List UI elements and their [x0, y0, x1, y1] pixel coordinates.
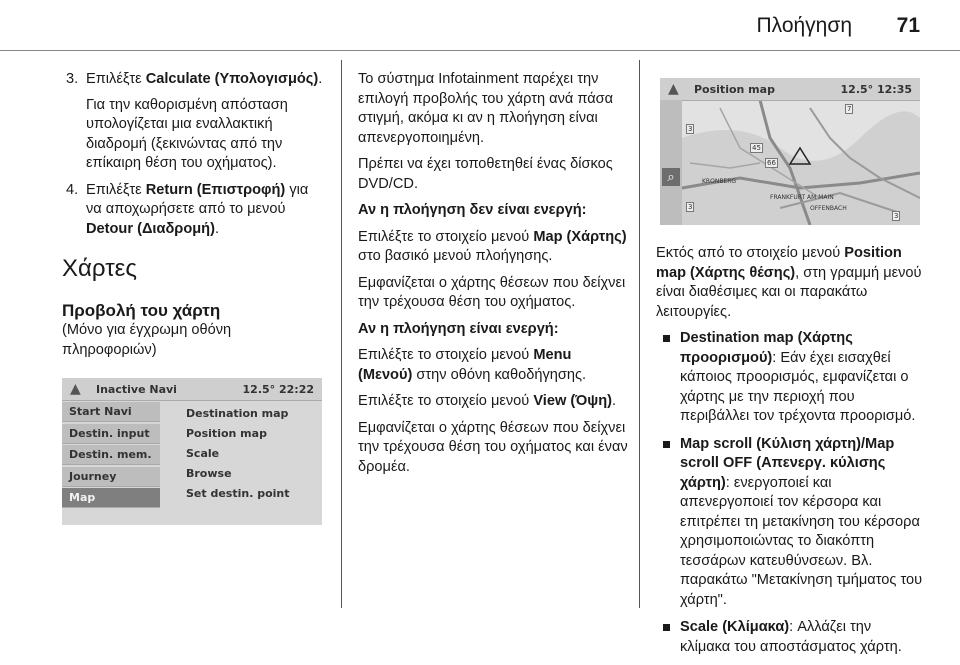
screen-status-bar — [62, 378, 322, 401]
menu-item-destin-input: Destin. input — [62, 424, 160, 444]
column-divider-2 — [639, 60, 640, 608]
screen-status: 12.5° 22:22 — [242, 383, 314, 396]
menu-option-position-map: Position map (Χάρτης θέσης) — [656, 245, 902, 281]
submenu-item-scale: Scale — [186, 447, 220, 460]
step-3: 3. Επιλέξτε Calculate (Υπολογισμός). Για την καθορισμένη απόσταση υπολογίζεται μια εναλλακτική διαδρομή (ξεκινώντας από την επίκαιρη θέση του οχήματος). — [62, 70, 327, 174]
road-number: 3 — [688, 203, 693, 211]
page-title: Πλοήγηση — [756, 14, 852, 37]
menu-option-map: Map (Χάρτης) — [533, 228, 627, 245]
position-map-screenshot — [660, 78, 920, 225]
menu-item-destin-mem: Destin. mem. — [62, 445, 160, 465]
road-number: 66 — [767, 159, 776, 167]
zoom-icon: ⌕ — [662, 168, 680, 186]
inline-heading-active: Αν η πλοήγηση είναι ενεργή: — [358, 320, 559, 337]
submenu-item-position-map: Position map — [186, 427, 267, 440]
bullet-square-icon — [663, 441, 670, 448]
screen-title: Inactive Navi — [96, 383, 177, 396]
paragraph: Εμφανίζεται ο χάρτης θέσεων που δείχνει την τρέχουσα θέση του οχήματος και έναν δρομέα. — [358, 419, 628, 475]
screen-status-bar — [660, 78, 920, 101]
column-1 — [62, 70, 327, 367]
submenu-item-destination-map: Destination map — [186, 407, 289, 420]
menu-item-start-navi: Start Navi — [62, 402, 160, 422]
page-header — [0, 0, 960, 48]
bullet-square-icon — [663, 335, 670, 342]
menu-option-return: Return (Επιστροφή) — [145, 181, 286, 198]
road-number: 7 — [847, 105, 852, 113]
column-divider-1 — [341, 60, 342, 608]
bullet-destination-map: Destination map (Χάρτης προορισμού): Εάν έχει εισαχθεί κάποιος προορισμός, εμφανίζεται ο χάρτης με την περιοχή που περιβάλλει τον τρέχοντα προορισμό. — [656, 329, 924, 427]
submenu-item-browse: Browse — [186, 467, 232, 480]
menu-option-menu: Menu (Μενού) — [358, 347, 572, 383]
column-3: Εκτός από το στοιχείο μενού Position map (Χάρτης θέσης), στη γραμμή μενού είναι διαθέσιμες και οι παρακάτω λειτουργίες. Destination map (Χάρτης προορισμού): Εάν έχει εισαχθεί κάποιος προορισμός, εμφανίζεται ο χάρτης με την περιοχή που περιβάλλει τον τρέχοντα προορισμό. Map scroll (Κύλιση χάρτη)/Map scroll OFF (Απενεργ. κύλισης χάρτη): ενεργοποιεί και απενεργοποιεί τον κέρσορα και επιτρέπει τη μετακίνηση του κέρσορα χρησιμοποιώντας το διακόπτη τεσσάρων κατευθύνσεων. Βλ. παρακάτω "Μετακίνηση τμήματος του χάρτη". Scale (Κλίμακα): Αλλάζει την κλίμακα του αποστάσματος χάρτη. — [656, 244, 924, 665]
warning-triangle-icon: ▲ — [70, 381, 81, 397]
road-number: 3 — [688, 125, 693, 133]
nav-submenu — [186, 404, 290, 504]
screen-title: Position map — [694, 83, 775, 96]
bullet-scale: Scale (Κλίμακα): Αλλάζει την κλίμακα του αποστάσματος χάρτη. — [656, 618, 924, 657]
menu-item-journey: Journey — [62, 467, 160, 487]
column-2: Το σύστημα Infotainment παρέχει την επιλογή προβολής του χάρτη ανά πάσα στιγμή, ακόμα κι αν η πλοήγηση είναι απενεργοποιημένη. Πρέπει να έχει τοποθετηθεί ένας δίσκος DVD/CD. Αν η πλοήγηση δεν είναι ενεργή: Επιλέξτε το στοιχείο μενού Map (Χάρτης) στο βασικό μενού πλοήγησης. Εμφανίζεται ο χάρτης θέσεων που δείχνει την τρέχουσα θέση του οχήματος. Αν η πλοήγηση είναι ενεργή: Επιλέξτε το στοιχείο μενού Menu (Μενού) στην οθόνη καθοδήγησης. Επιλέξτε το στοιχείο μενού View (Όψη). Εμφανίζεται ο χάρτης θέσεων που δείχνει την τρέχουσα θέση του οχήματος και έναν δρομέα. — [358, 70, 628, 484]
step-description: Για την καθορισμένη απόσταση υπολογίζεται μια εναλλακτική διαδρομή (ξεκινώντας από την επίκαιρη θέση του οχήματος). — [86, 96, 288, 171]
bullet-map-scroll: Map scroll (Κύλιση χάρτη)/Map scroll OFF (Απενεργ. κύλισης χάρτη): ενεργοποιεί και απενεργοποιεί τον κέρσορα και επιτρέπει τη μετακίνηση του κέρσορα χρησιμοποιώντας το διακόπτη τεσσάρων κατευθύνσεων. Βλ. παρακάτω "Μετακίνηση τμήματος του χάρτη". — [656, 435, 924, 611]
screen-status: 12.5° 12:35 — [840, 83, 912, 96]
paragraph: Το σύστημα Infotainment παρέχει την επιλογή προβολής του χάρτη ανά πάσα στιγμή, ακόμα κι αν η πλοήγηση είναι απενεργοποιημένη. — [358, 71, 614, 146]
section-heading: Χάρτες — [62, 255, 137, 282]
submenu-item-set-destin-point: Set destin. point — [186, 487, 290, 500]
paragraph: Εμφανίζεται ο χάρτης θέσεων που δείχνει την τρέχουσα θέση του οχήματος. — [358, 274, 626, 310]
paragraph: Πρέπει να έχει τοποθετηθεί ένας δίσκος DVD/CD. — [358, 156, 613, 192]
menu-option-calculate: Calculate (Υπολογισμός) — [145, 71, 319, 87]
map-label: KRONBERG — [702, 178, 737, 185]
step-4: 4. Επιλέξτε Return (Επιστροφή) για να αποχωρήσετε από το μενού Detour (Διαδρομή). — [66, 181, 309, 237]
navigation-menu-screenshot — [62, 378, 322, 525]
road-number: 3 — [894, 212, 899, 220]
nav-main-menu — [62, 402, 160, 510]
map-label: FRANKFURT AM MAIN — [770, 194, 834, 201]
page-number: 71 — [896, 14, 920, 37]
menu-option-detour: Detour (Διαδρομή) — [86, 220, 215, 237]
menu-item-map: Map — [62, 488, 160, 508]
road-number: 45 — [752, 144, 761, 152]
menu-option-view: View (Όψη) — [533, 393, 613, 409]
step-number: 4. — [66, 181, 79, 198]
step-number: 3. — [66, 71, 79, 87]
header-divider — [0, 50, 960, 51]
inline-heading-inactive: Αν η πλοήγηση δεν είναι ενεργή: — [358, 202, 587, 218]
bullet-square-icon — [663, 624, 670, 631]
subsection-note: (Μόνο για έγχρωμη οθόνη πληροφοριών) — [62, 322, 232, 358]
map-label: OFFENBACH — [810, 205, 847, 212]
map-side-bar — [660, 100, 682, 225]
subsection-heading: Προβολή του χάρτη — [62, 300, 221, 320]
warning-triangle-icon: ▲ — [668, 81, 679, 97]
